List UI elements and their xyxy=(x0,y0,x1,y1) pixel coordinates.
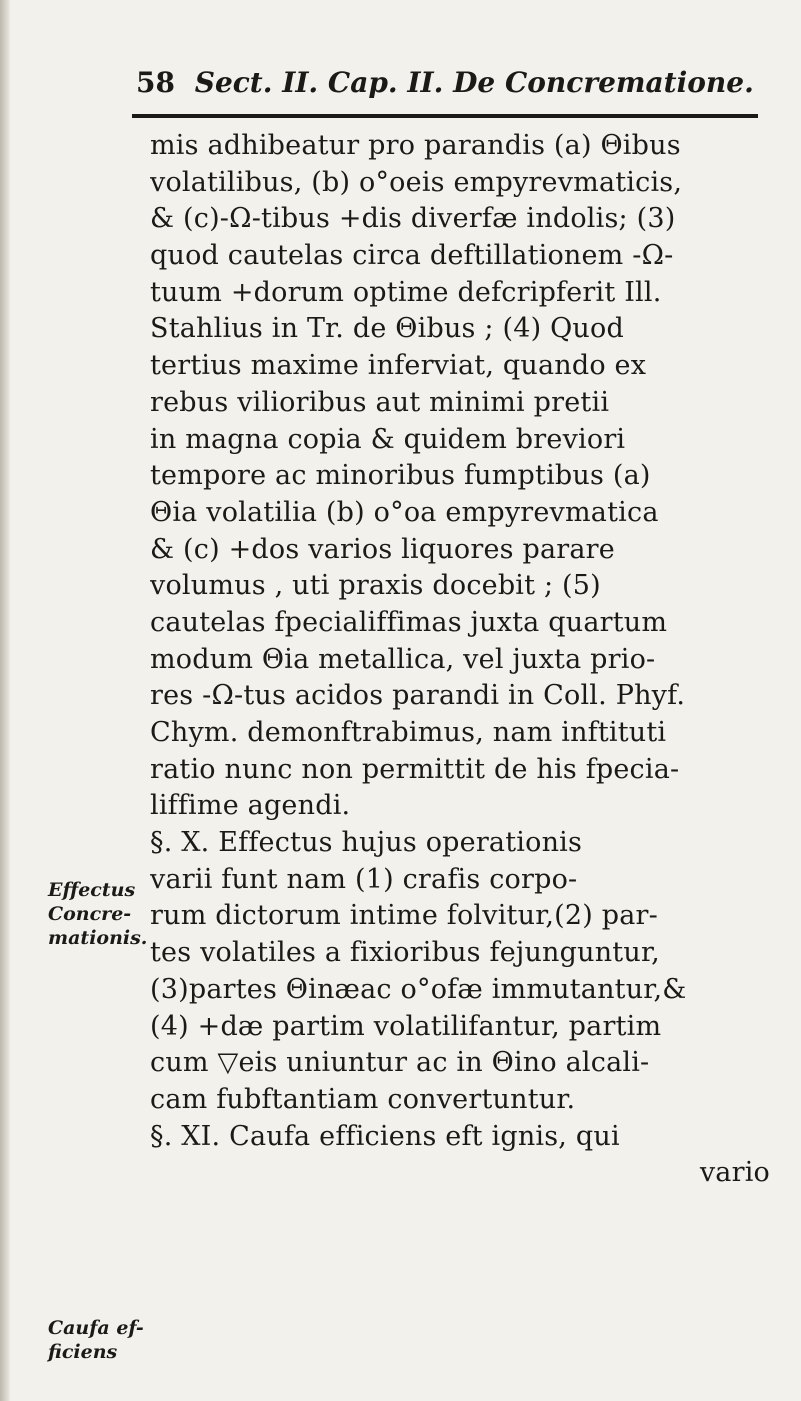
text-line: in magna copia & quidem breviori xyxy=(150,423,626,455)
text-line: cam fubftantiam convertuntur. xyxy=(150,1083,576,1115)
text-line: §. XI. Caufa efficiens eft ignis, qui xyxy=(150,1120,620,1152)
text-line: Chym. demonftrabimus, nam inftituti xyxy=(150,717,667,748)
text-line: tempore ac minoribus fumptibus (a) xyxy=(150,460,651,492)
running-header xyxy=(136,66,756,99)
text-line: quod cautelas circa deftillationem -Ω- xyxy=(150,240,674,272)
text-line: tes volatiles a fixioribus fejunguntur, xyxy=(150,937,660,969)
text-line: rum dictorum intime folvitur,(2) par- xyxy=(150,900,658,932)
text-line: res -Ω-tus acidos parandi in Coll. Phyf. xyxy=(150,680,686,712)
text-line: Θia volatilia (b) o°oa empyrevmatica xyxy=(150,496,659,528)
text-line: cum ▽eis uniuntur ac in Θino alcali- xyxy=(150,1047,650,1079)
text-line: §. X. Effectus hujus operationis xyxy=(150,827,583,859)
text-line: liffime agendi. xyxy=(150,790,351,822)
text-line: volatilibus, (b) o°oeis empyrevmaticis, xyxy=(150,166,683,198)
text-line: cautelas fpecialiffimas juxta quartum xyxy=(150,606,668,638)
text-line: & (c) +dos varios liquores parare xyxy=(150,533,615,565)
catchword: vario xyxy=(699,1157,770,1189)
header-rule xyxy=(132,114,758,118)
text-line: varii funt nam (1) crafis corpo- xyxy=(150,863,578,895)
text-line: tuum +dorum optime defcripferit Ill. xyxy=(150,276,662,308)
text-line: volumus , uti praxis docebit ; (5) xyxy=(150,570,601,602)
text-line: & (c)-Ω-tibus +dis diverfæ indolis; (3) xyxy=(150,203,676,235)
body-text xyxy=(150,128,770,1192)
page-number: 58 xyxy=(136,66,175,99)
text-line: mis adhibeatur pro parandis (a) Θibus xyxy=(150,130,681,161)
text-line: tertius maxime inferviat, quando ex xyxy=(150,350,647,382)
text-line: rebus vilioribus aut minimi pretii xyxy=(150,386,610,418)
text-line: (4) +dæ partim volatilifantur, partim xyxy=(150,1010,662,1042)
text-line: modum Θia metallica, vel juxta prio- xyxy=(150,643,656,675)
running-title: Sect. II. Cap. II. De Concrematione. xyxy=(194,66,754,99)
page-edge-shadow xyxy=(0,0,10,1401)
margin-note-causa: Caufa ef-ficiens xyxy=(48,1317,144,1363)
text-line: Stahlius in Tr. de Θibus ; (4) Quod xyxy=(150,313,624,345)
text-line: (3)partes Θinæac o°ofæ immutantur,& xyxy=(150,973,687,1005)
margin-note-effectus: Effectus Concre-mationis. xyxy=(48,879,148,949)
text-line: ratio nunc non permittit de his fpecia- xyxy=(150,753,680,785)
